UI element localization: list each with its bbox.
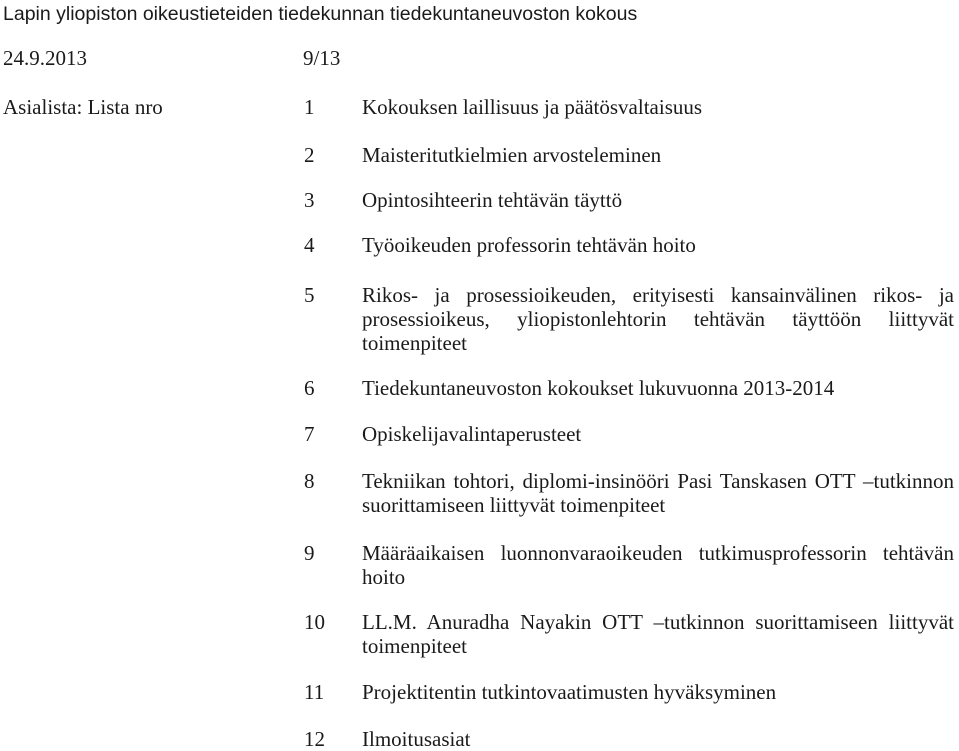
agenda-item-number: 8 — [304, 469, 315, 493]
agenda-label: Asialista: Lista nro — [3, 95, 163, 119]
agenda-item-number: 6 — [304, 376, 315, 400]
agenda-item-number: 12 — [304, 727, 325, 751]
agenda-item-text: Ilmoitusasiat — [362, 727, 471, 751]
meeting-date: 24.9.2013 — [3, 46, 87, 70]
agenda-item-text: Määräaikaisen luonnonvaraoikeuden tutkimusprofessorin tehtävän hoito — [362, 541, 954, 589]
agenda-item-number: 1 — [304, 95, 315, 119]
agenda-item-text: Tekniikan tohtori, diplomi-insinööri Pasi Tanskasen OTT –tutkinnon suorittamiseen liittyvät toimenpiteet — [362, 469, 954, 517]
agenda-item-number: 10 — [304, 610, 325, 634]
agenda-item-number: 11 — [304, 680, 325, 704]
agenda-item-text: Maisteritutkielmien arvosteleminen — [362, 143, 662, 167]
agenda-item-text: Rikos- ja prosessioikeuden, erityisesti kansainvälinen rikos- ja prosessioikeus, yliopistonlehtorin tehtävän täyttöön liittyvät toimenpiteet — [362, 283, 954, 355]
agenda-item-number: 3 — [304, 188, 315, 212]
agenda-item-number: 7 — [304, 422, 315, 446]
agenda-item-text: Työoikeuden professorin tehtävän hoito — [362, 233, 696, 257]
agenda-item-text: Opiskelijavalintaperusteet — [362, 422, 582, 446]
agenda-item-text: Projektitentin tutkintovaatimusten hyväksyminen — [362, 680, 777, 704]
agenda-item-number: 9 — [304, 541, 315, 565]
agenda-item-text: Kokouksen laillisuus ja päätösvaltaisuus — [362, 95, 703, 119]
agenda-item-text: Tiedekuntaneuvoston kokoukset lukuvuonna 2013-2014 — [362, 376, 835, 400]
agenda-item-number: 2 — [304, 143, 315, 167]
agenda-item-text: LL.M. Anuradha Nayakin OTT –tutkinnon suorittamiseen liittyvät toimenpiteet — [362, 610, 954, 658]
agenda-item-number: 5 — [304, 283, 315, 307]
page-number: 9/13 — [303, 46, 341, 70]
agenda-item-text: Opintosihteerin tehtävän täyttö — [362, 188, 623, 212]
agenda-item-number: 4 — [304, 233, 315, 257]
meeting-title: Lapin yliopiston oikeustieteiden tiedekunnan tiedekuntaneuvoston kokous — [3, 3, 638, 25]
